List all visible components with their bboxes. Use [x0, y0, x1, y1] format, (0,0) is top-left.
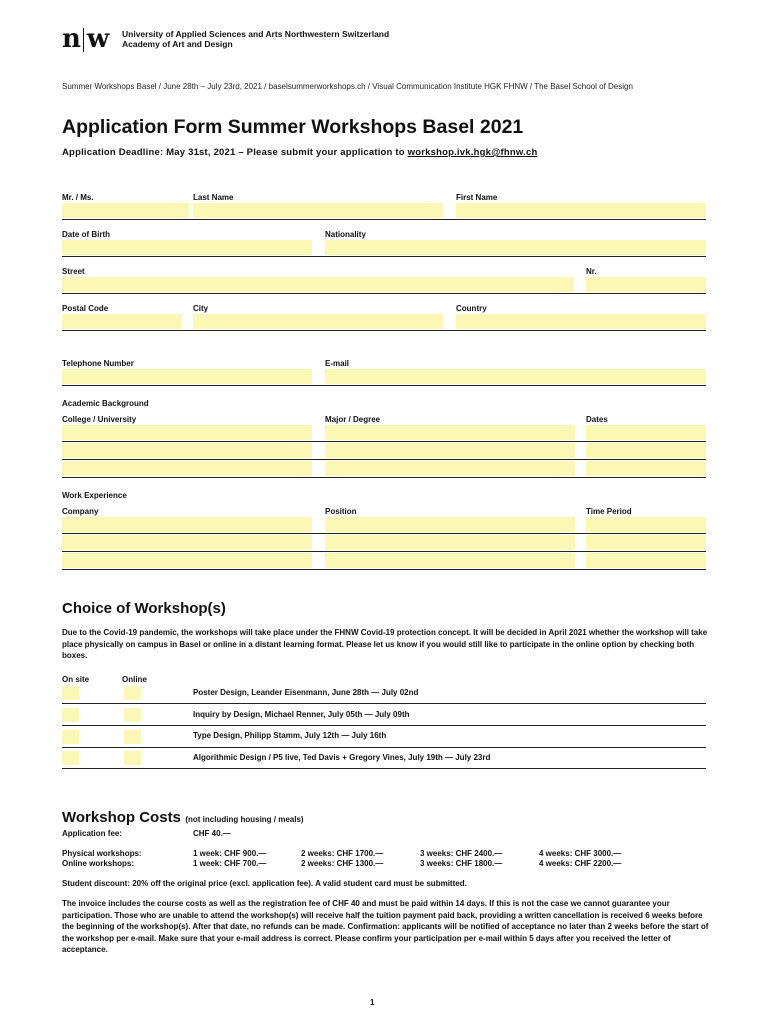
first-name-label: First Name	[456, 193, 498, 202]
costs-note: (not including housing / meals)	[185, 815, 304, 824]
onsite-checkbox[interactable]	[62, 686, 79, 700]
dates-field[interactable]	[586, 461, 706, 476]
work-heading: Work Experience	[62, 491, 127, 500]
workshop-option: Poster Design, Leander Eisenmann, June 28th — July 02nd	[193, 688, 419, 697]
online-label: Online workshops:	[62, 859, 135, 868]
position-label: Position	[325, 507, 357, 516]
time-period-label: Time Period	[586, 507, 632, 516]
postal-code-field[interactable]	[62, 314, 182, 329]
street-label: Street	[62, 267, 85, 276]
logo: n w	[62, 24, 109, 54]
telephone-field[interactable]	[62, 369, 312, 384]
physical-price: 2 weeks: CHF 1700.—	[301, 849, 384, 858]
divider	[62, 256, 706, 257]
college-label: College / University	[62, 415, 137, 424]
choice-intro: Due to the Covid-19 pandemic, the workshops will take place under the FHNW Covid-19 protection concept. It will be decided in April 2021 whether the workshop will take place physically on campus in Basel or online in a distant learning format. Please let us know if you would still like to participate in the online option by checking both boxes.	[62, 628, 708, 660]
physical-price: 3 weeks: CHF 2400.—	[420, 849, 503, 858]
divider	[62, 293, 706, 294]
online-price: 3 weeks: CHF 1800.—	[420, 859, 503, 868]
company-field[interactable]	[62, 517, 312, 532]
major-field[interactable]	[325, 443, 575, 458]
app-fee-label: Application fee:	[62, 829, 123, 838]
last-name-field[interactable]	[193, 203, 443, 218]
country-field[interactable]	[456, 314, 706, 329]
time-period-field[interactable]	[586, 553, 706, 568]
page-title: Application Form Summer Workshops Basel 2021	[62, 116, 524, 138]
street-field[interactable]	[62, 277, 574, 292]
divider	[62, 725, 706, 726]
city-label: City	[193, 304, 209, 313]
choice-heading: Choice of Workshop(s)	[62, 600, 226, 617]
invoice-terms: The invoice includes the course costs as well as the registration fee of CHF 40 and must be paid within 14 days. If this is not the case we cannot guarantee your participation. Those who are unable to attend the workshop(s) will receive half the tuition payment paid back, providing a written cancellation is received 6 weeks before the beginning of the workshop(s). After that date, no refunds can be made. Confirmation: applicants will be notified of acceptance no later than 2 weeks before the start of the workshop per e-mail. Make sure that your e-mail address is correct. Please confirm your participation per e-mail within 5 days after you received the letter of acceptance.	[62, 899, 709, 954]
workshop-option: Type Design, Philipp Stamm, July 12th — July 16th	[193, 731, 387, 740]
online-checkbox[interactable]	[124, 751, 141, 765]
online-column-label: Online	[122, 675, 147, 684]
college-field[interactable]	[62, 425, 312, 440]
nationality-field[interactable]	[325, 240, 706, 255]
student-discount: Student discount: 20% off the original price (excl. application fee). A valid student card must be submitted.	[62, 879, 467, 888]
online-checkbox[interactable]	[124, 708, 141, 722]
divider	[62, 477, 706, 478]
city-field[interactable]	[193, 314, 443, 329]
position-field[interactable]	[325, 517, 575, 532]
online-checkbox[interactable]	[124, 686, 141, 700]
major-field[interactable]	[325, 425, 575, 440]
divider	[62, 441, 706, 442]
physical-price: 1 week: CHF 900.—	[193, 849, 267, 858]
divider	[62, 551, 706, 552]
academic-heading: Academic Background	[62, 399, 149, 408]
telephone-label: Telephone Number	[62, 359, 134, 368]
top-info-line: Summer Workshops Basel / June 28th – July 23rd, 2021 / baselsummerworkshops.ch / Visual Communication Institute HGK FHNW / The Basel School of Design	[62, 82, 633, 91]
time-period-field[interactable]	[586, 535, 706, 550]
online-price: 4 weeks: CHF 2200.—	[539, 859, 622, 868]
onsite-checkbox[interactable]	[62, 751, 79, 765]
physical-label: Physical workshops:	[62, 849, 142, 858]
divider	[62, 330, 706, 331]
onsite-column-label: On site	[62, 675, 90, 684]
dob-label: Date of Birth	[62, 230, 110, 239]
company-field[interactable]	[62, 535, 312, 550]
deadline-text: Application Deadline: May 31st, 2021 – Please submit your application to workshop.ivk.hgk@fhnw.ch	[62, 147, 538, 158]
institution-name: University of Applied Sciences and Arts Northwestern Switzerland Academy of Art and Design	[122, 29, 390, 49]
workshop-option: Algorithmic Design / P5 live, Ted Davis + Gregory Vines, July 19th — July 23rd	[193, 753, 491, 762]
college-field[interactable]	[62, 461, 312, 476]
divider	[62, 533, 706, 534]
dates-field[interactable]	[586, 443, 706, 458]
divider	[62, 703, 706, 704]
position-field[interactable]	[325, 535, 575, 550]
online-price: 2 weeks: CHF 1300.—	[301, 859, 384, 868]
dates-label: Dates	[586, 415, 608, 424]
onsite-checkbox[interactable]	[62, 708, 79, 722]
salutation-label: Mr. / Ms.	[62, 193, 94, 202]
onsite-checkbox[interactable]	[62, 730, 79, 744]
physical-price: 4 weeks: CHF 3000.—	[539, 849, 622, 858]
workshop-option: Inquiry by Design, Michael Renner, July 05th — July 09th	[193, 710, 410, 719]
major-label: Major / Degree	[325, 415, 381, 424]
deadline-email-link[interactable]: workshop.ivk.hgk@fhnw.ch	[407, 147, 538, 158]
costs-heading: Workshop Costs (not including housing / meals)	[62, 809, 304, 826]
company-field[interactable]	[62, 553, 312, 568]
last-name-label: Last Name	[193, 193, 234, 202]
nationality-label: Nationality	[325, 230, 366, 239]
divider	[62, 768, 706, 769]
divider	[62, 385, 706, 386]
position-field[interactable]	[325, 553, 575, 568]
page-number: 1	[370, 998, 375, 1007]
postal-code-label: Postal Code	[62, 304, 109, 313]
time-period-field[interactable]	[586, 517, 706, 532]
email-label: E-mail	[325, 359, 350, 368]
divider	[62, 747, 706, 748]
college-field[interactable]	[62, 443, 312, 458]
salutation-field[interactable]	[62, 203, 189, 218]
divider	[62, 459, 706, 460]
divider	[62, 219, 706, 220]
nr-label: Nr.	[586, 267, 597, 276]
dob-field[interactable]	[62, 240, 312, 255]
major-field[interactable]	[325, 461, 575, 476]
first-name-field[interactable]	[456, 203, 706, 218]
company-label: Company	[62, 507, 99, 516]
nr-field[interactable]	[586, 277, 706, 292]
online-price: 1 week: CHF 700.—	[193, 859, 267, 868]
country-label: Country	[456, 304, 487, 313]
divider	[62, 569, 706, 570]
email-field[interactable]	[325, 369, 706, 384]
app-fee-value: CHF 40.—	[193, 829, 231, 838]
online-checkbox[interactable]	[124, 730, 141, 744]
dates-field[interactable]	[586, 425, 706, 440]
